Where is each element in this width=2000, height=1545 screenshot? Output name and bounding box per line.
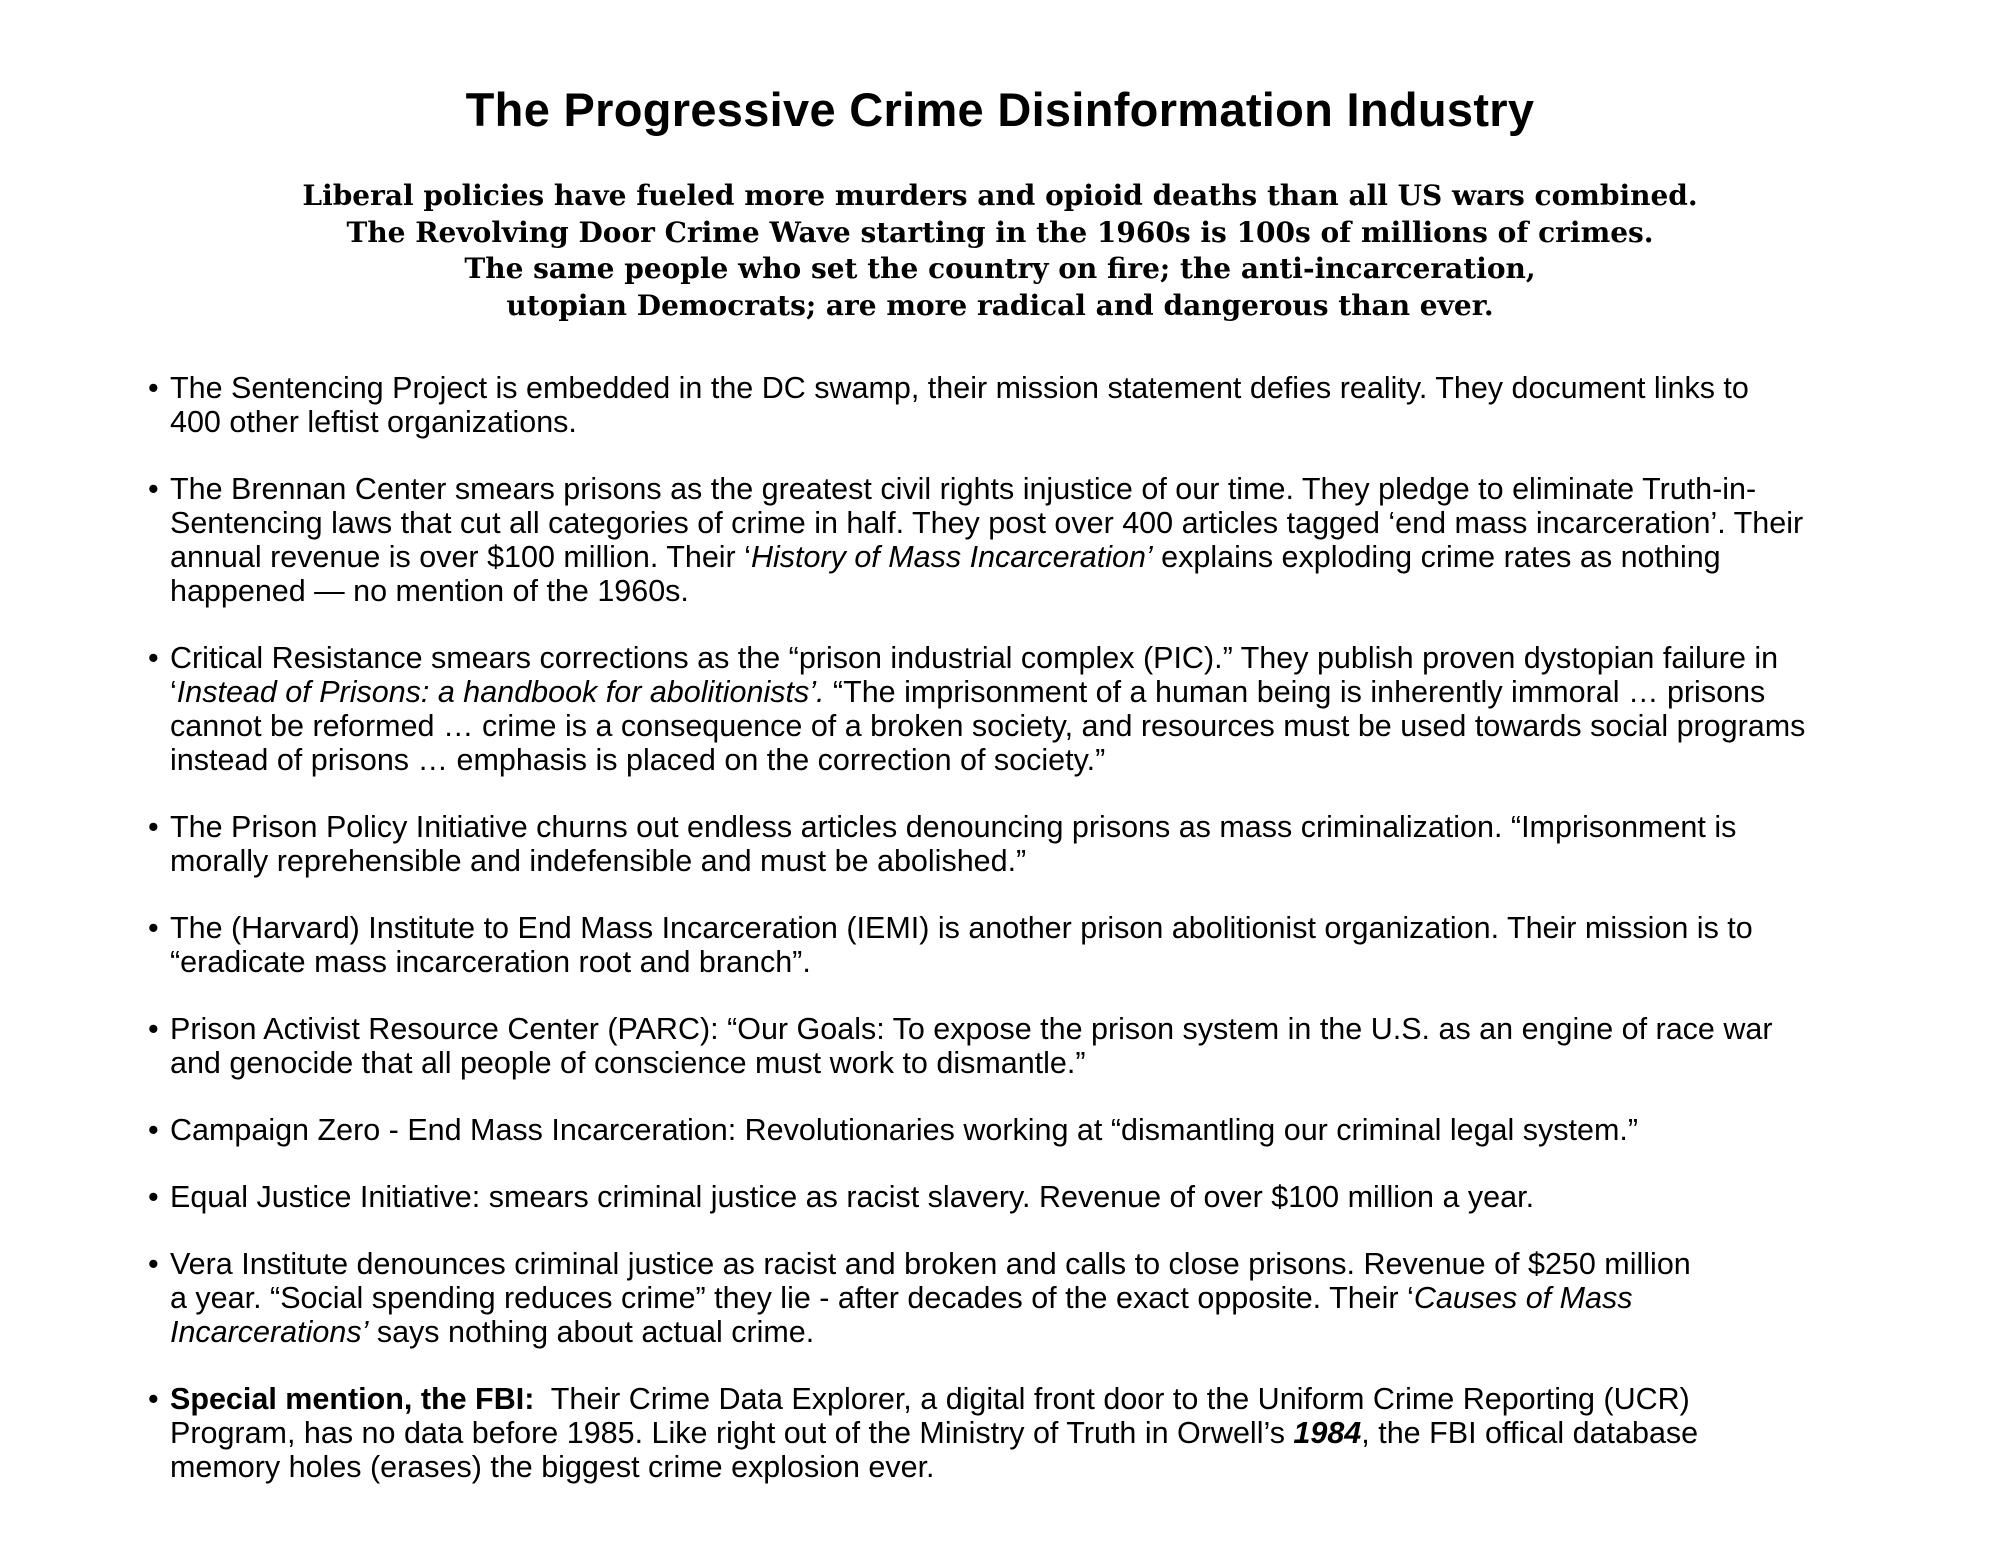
body-text: “eradicate mass incarceration root and branch”.	[170, 945, 811, 979]
italic-title: Incarcerations’	[170, 1315, 369, 1349]
bullet-item	[148, 911, 1908, 979]
bullet-line	[170, 405, 1908, 439]
body-text: says nothing about actual crime.	[368, 1315, 815, 1349]
bullet-glyph: •	[148, 1247, 159, 1281]
bullet-item	[148, 472, 1908, 608]
body-text: Their Crime Data Explorer, a digital front door to the Uniform Crime Reporting (UCR)	[534, 1382, 1690, 1416]
bullet-line	[170, 506, 1908, 540]
body-text: Sentencing laws that cut all categories of crime in half. They post over 400 articles tagged ‘end mass incarceration’. Their	[170, 506, 1804, 540]
body-text: cannot be reformed … crime is a consequence of a broken society, and resources must be used towards social programs	[170, 709, 1806, 743]
bullet-item	[148, 1180, 1908, 1214]
bullet-item	[148, 810, 1908, 878]
bullet-item	[148, 1382, 1908, 1484]
subtitle-line: Liberal policies have fueled more murders and opioid deaths than all US wars combined.	[302, 179, 1698, 212]
bullet-line	[170, 709, 1908, 743]
bullet-line	[170, 1247, 1908, 1281]
body-text: Program, has no data before 1985. Like right out of the Ministry of Truth in Orwell’s	[170, 1416, 1294, 1450]
body-text: , the FBI offical database	[1361, 1416, 1699, 1450]
body-text: morally reprehensible and indefensible and must be abolished.”	[170, 844, 1027, 878]
bullet-line	[170, 1315, 1908, 1349]
body-text: and genocide that all people of conscience must work to dismantle.”	[170, 1046, 1086, 1080]
bullet-glyph: •	[148, 371, 159, 405]
subtitle-line: The same people who set the country on fire; the anti-incarceration,	[464, 252, 1536, 285]
bullet-item	[148, 1113, 1908, 1147]
bullet-line	[170, 743, 1908, 777]
body-text: Equal Justice Initiative: smears criminal justice as racist slavery. Revenue of over $100 million a year.	[170, 1180, 1535, 1214]
bullet-line	[170, 911, 1908, 945]
emphasis-text: 1984	[1293, 1416, 1362, 1450]
body-text: The Brennan Center smears prisons as the greatest civil rights injustice of our time. They pledge to eliminate Truth-in-	[170, 472, 1757, 506]
bullet-glyph: •	[148, 1012, 159, 1046]
body-text: The Sentencing Project is embedded in the DC swamp, their mission statement defies reality. They document links to	[170, 371, 1749, 405]
body-text: ‘	[170, 675, 177, 709]
bullet-item	[148, 371, 1908, 439]
body-text: Prison Activist Resource Center (PARC): “Our Goals: To expose the prison system in the U.S. as an engine of race war	[170, 1012, 1773, 1046]
bullet-line	[170, 540, 1908, 574]
italic-title: History of Mass Incarceration’	[750, 540, 1153, 574]
bullet-line	[170, 1046, 1908, 1080]
page-title: The Progressive Crime Disinformation Industry	[465, 83, 1535, 136]
bullet-line	[170, 675, 1908, 709]
bullet-line	[170, 1012, 1908, 1046]
bullet-line	[170, 1113, 1908, 1147]
body-text: instead of prisons … emphasis is placed on the correction of society.”	[170, 743, 1106, 777]
body-text: memory holes (erases) the biggest crime explosion ever.	[170, 1450, 935, 1484]
body-text: explains exploding crime rates as nothing	[1152, 540, 1721, 574]
bullet-glyph: •	[148, 1180, 159, 1214]
bullet-item	[148, 1012, 1908, 1080]
subtitle-block	[0, 178, 2000, 324]
bullet-line	[170, 945, 1908, 979]
bullet-glyph: •	[148, 810, 159, 844]
body-text: Critical Resistance smears corrections as the “prison industrial complex (PIC).” They publish proven dystopian failure in	[170, 641, 1779, 675]
bullet-line	[170, 472, 1908, 506]
bold-text: Special mention, the FBI:	[170, 1382, 535, 1416]
bullet-glyph: •	[148, 1113, 159, 1147]
italic-title: Instead of Prisons: a handbook for abolitionists’.	[176, 675, 825, 709]
body-text: Campaign Zero - End Mass Incarceration: Revolutionaries working at “dismantling our criminal legal system.”	[170, 1113, 1638, 1147]
body-text: “The imprisonment of a human being is inherently immoral … prisons	[824, 675, 1766, 709]
body-text: The (Harvard) Institute to End Mass Incarceration (IEMI) is another prison abolitionist organization. Their mission is to	[170, 911, 1753, 945]
bullet-item	[148, 1247, 1908, 1349]
bullet-item	[148, 641, 1908, 777]
bullet-glyph: •	[148, 472, 159, 506]
body-text: annual revenue is over $100 million. Their ‘	[170, 540, 751, 574]
body-text: The Prison Policy Initiative churns out endless articles denouncing prisons as mass criminalization. “Imprisonment is	[170, 810, 1737, 844]
bullet-line	[170, 641, 1908, 675]
body-text: 400 other leftist organizations.	[170, 405, 577, 439]
bullet-line	[170, 371, 1908, 405]
bullet-line	[170, 810, 1908, 844]
bullet-line	[170, 1180, 1908, 1214]
body-text: happened — no mention of the 1960s.	[170, 574, 689, 608]
bullet-line	[170, 574, 1908, 608]
bullet-line	[170, 1416, 1908, 1450]
italic-title: Causes of Mass	[1413, 1281, 1633, 1315]
subtitle-line: utopian Democrats; are more radical and dangerous than ever.	[506, 288, 1494, 322]
bullet-line	[170, 1281, 1908, 1315]
subtitle-line: The Revolving Door Crime Wave starting in the 1960s is 100s of millions of crimes.	[346, 215, 1654, 249]
bullet-line	[170, 1382, 1908, 1416]
bullet-glyph: •	[148, 641, 159, 675]
bullet-glyph: •	[148, 1382, 159, 1416]
body-text: a year. “Social spending reduces crime” they lie - after decades of the exact opposite. Their ‘	[170, 1281, 1414, 1315]
bullet-line	[170, 1450, 1908, 1484]
bullet-line	[170, 844, 1908, 878]
body-text: Vera Institute denounces criminal justice as racist and broken and calls to close prisons. Revenue of $250 million	[170, 1247, 1691, 1281]
bullet-glyph: •	[148, 911, 159, 945]
bullet-list	[148, 371, 1908, 1517]
bold-italic-text	[1293, 1416, 1361, 1450]
